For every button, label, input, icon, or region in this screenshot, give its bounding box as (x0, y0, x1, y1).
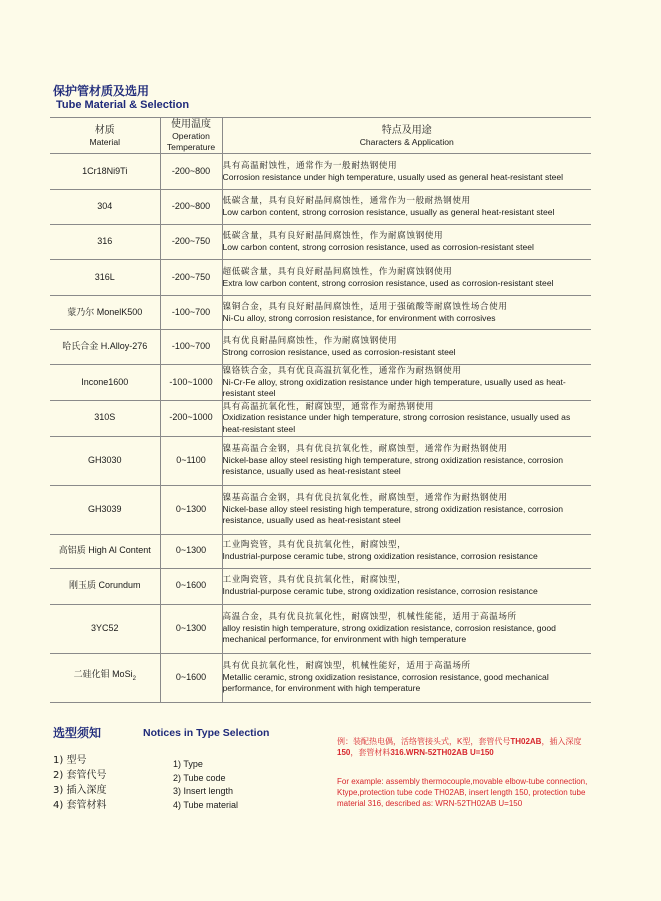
list-item: 4) 套管材料 (53, 800, 107, 811)
material-name: 蒙乃尔 MonelK500 (50, 296, 160, 330)
material-name: 高铝质 High Al Content (50, 534, 160, 568)
notices-list-en (173, 758, 238, 812)
material-name: GH3030 (50, 436, 160, 485)
operation-temperature: -200~1000 (160, 400, 222, 436)
material-description: 镍基高温合金钢，具有优良抗氧化性，耐腐蚀型，通常作为耐热钢使用 Nickel-base alloy steel resisting high temperature, strong oxidization resistance, corrosion resistance, usually used as heat-resistant steel (222, 485, 591, 534)
material-name: 316 (50, 225, 160, 260)
material-name: 304 (50, 190, 160, 225)
operation-temperature: -100~700 (160, 330, 222, 365)
operation-temperature: 0~1300 (160, 485, 222, 534)
list-item: 2) 套管代号 (53, 770, 107, 781)
material-description: 镍铜合金，具有良好耐晶间腐蚀性，适用于强硫酸等耐腐蚀性场合使用 Ni-Cu alloy, strong corrosion resistance, for environment with corrosives (222, 296, 591, 330)
table-row (50, 365, 591, 401)
section-title-cn: 保护管材质及选用 (53, 84, 150, 98)
material-description: 低碳含量，具有良好耐晶间腐蚀性，作为耐腐蚀钢使用 Low carbon content, strong corrosion resistance, used as corrosion-resistant steel (222, 225, 591, 260)
operation-temperature: -100~1000 (160, 365, 222, 401)
operation-temperature: -100~700 (160, 296, 222, 330)
material-description: 镍铬铁合金，具有优良高温抗氧化性，通常作为耐热钢使用 Ni-Cr-Fe alloy, strong oxidization resistance under high temperature, usually used as heat-resistant steel (222, 365, 591, 401)
operation-temperature: 0~1300 (160, 604, 222, 653)
operation-temperature: -200~800 (160, 190, 222, 225)
material-description: 具有优良抗氧化性，耐腐蚀型，机械性能好，适用于高温场所 Metallic ceramic, strong oxidization resistance, corrosion resistance, good mechanical performance, for environment with high temperature (222, 653, 591, 702)
operation-temperature: 0~1600 (160, 568, 222, 604)
operation-temperature: 0~1600 (160, 653, 222, 702)
list-item: 4) Tube material (173, 799, 239, 810)
table-row (50, 436, 591, 485)
material-name: 二硅化钼 MoSi$_2$ (50, 653, 160, 702)
table-row (50, 260, 591, 296)
table-row (50, 653, 591, 702)
section-title-en: Tube Material & Selection (56, 99, 190, 111)
operation-temperature: -200~750 (160, 225, 222, 260)
table-row (50, 154, 591, 190)
material-description: 工业陶瓷管，具有优良抗氧化性，耐腐蚀型， Industrial-purpose ceramic tube, strong oxidization resistance, corrosion resistance (222, 568, 591, 604)
notices-list-cn (53, 753, 106, 813)
table-row (50, 400, 591, 436)
list-item: 1) 型号 (53, 755, 87, 766)
example-en: For example: assembly thermocouple,movable elbow-tube connection, Ktype,protection tube code TH02AB, insert length 150, protection tube material 316, described as: WRN-52TH02AB U=150 (337, 777, 588, 808)
notices-title-en: Notices in Type Selection (143, 727, 270, 739)
list-item: 2) Tube code (173, 772, 226, 783)
operation-temperature: 0~1100 (160, 436, 222, 485)
material-name: 310S (50, 400, 160, 436)
material-name: 1Cr18Ni9Ti (50, 154, 160, 190)
table-row (50, 534, 591, 568)
material-name: 刚玉质 Corundum (50, 568, 160, 604)
operation-temperature: -200~750 (160, 260, 222, 296)
material-description: 具有优良耐晶间腐蚀性，作为耐腐蚀钢使用 Strong corrosion resistance, used as corrosion-resistant steel (222, 330, 591, 365)
table-row (50, 190, 591, 225)
table-row (50, 296, 591, 330)
material-table (50, 117, 591, 703)
table-row (50, 604, 591, 653)
material-name: 3YC52 (50, 604, 160, 653)
material-name: Incone1600 (50, 365, 160, 401)
header-material: 材质 Material (50, 118, 160, 154)
material-description: 具有高温耐蚀性，通常作为一般耐热钢使用 Corrosion resistance under high temperature, usually used as general heat-resistant steel (222, 154, 591, 190)
table-row (50, 485, 591, 534)
material-name: 哈氏合金 H.Alloy-276 (50, 330, 160, 365)
header-temperature: 使用温度 Operation Temperature (160, 118, 222, 154)
material-description: 具有高温抗氧化性，耐腐蚀型，通常作为耐热钢使用 Oxidization resistance under high temperature, strong corrosion resistance, usually used as heat-resistant steel (222, 400, 591, 436)
list-item: 1) Type (173, 759, 203, 769)
table-header-row (50, 118, 591, 154)
notices-title-cn: 选型须知 (53, 726, 102, 740)
table-row (50, 568, 591, 604)
material-description: 工业陶瓷管，具有优良抗氧化性，耐腐蚀型， Industrial-purpose ceramic tube, strong oxidization resistance, corrosion resistance (222, 534, 591, 568)
material-description: 超低碳含量，具有良好耐晶间腐蚀性，作为耐腐蚀钢使用 Extra low carbon content, strong corrosion resistance, used as corrosion-resistant steel (222, 260, 591, 296)
list-item: 3) 插入深度 (53, 785, 107, 796)
list-item: 3) Insert length (173, 786, 234, 796)
example-cn: 例：装配热电偶，活络管接头式，K型，套管代号TH02AB，插入深度 150，套管材料316.WRN-52TH02AB U=150 (337, 737, 582, 757)
operation-temperature: -200~800 (160, 154, 222, 190)
material-name: 316L (50, 260, 160, 296)
table-row (50, 225, 591, 260)
operation-temperature: 0~1300 (160, 534, 222, 568)
header-characters: 特点及用途 Characters & Application (222, 118, 591, 154)
material-description: 低碳含量，具有良好耐晶间腐蚀性，通常作为一般耐热钢使用 Low carbon content, strong corrosion resistance, usually as general heat-resistant steel (222, 190, 591, 225)
table-row (50, 330, 591, 365)
material-description: 高温合金，具有优良抗氧化性，耐腐蚀型，机械性能能，适用于高温场所 alloy resistin high temperature, strong oxidization resistance, corrosion resistance, good mechanical performance, for environment with high temperature (222, 604, 591, 653)
material-name: GH3039 (50, 485, 160, 534)
material-description: 镍基高温合金钢，具有优良抗氧化性，耐腐蚀型，通常作为耐热钢使用 Nickel-base alloy steel resisting high temperature, strong oxidization resistance, corrosion resistance, usually used as heat-resistant steel (222, 436, 591, 485)
